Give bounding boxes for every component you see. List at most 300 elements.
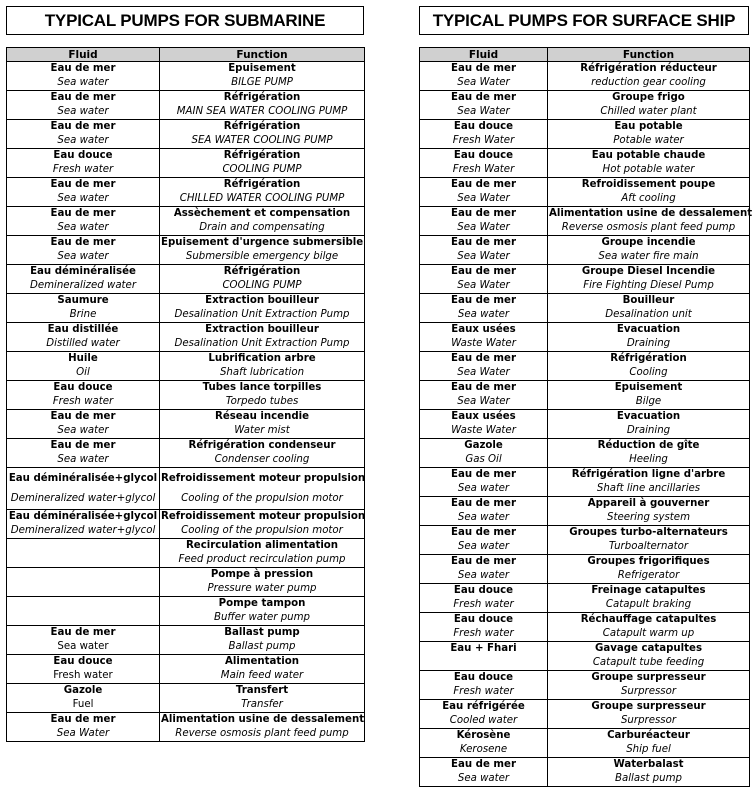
fluid-french-label: Eau déminéralisée+glycol xyxy=(8,473,158,484)
fluid-english-label: Fresh water xyxy=(52,164,114,175)
table-row xyxy=(7,439,365,468)
fluid-french-label: Saumure xyxy=(57,295,109,306)
function-cell xyxy=(548,526,750,555)
fluid-english-label: Fresh water xyxy=(453,628,514,639)
table-row xyxy=(420,91,750,120)
function-french-label: Réfrigération xyxy=(223,121,301,132)
fluid-cell xyxy=(420,439,548,468)
function-french-label: Refroidissement moteur propulsion xyxy=(161,511,366,522)
table-row xyxy=(420,642,750,671)
fluid-french-label: Eau de mer xyxy=(50,440,116,451)
submarine-title: TYPICAL PUMPS FOR SUBMARINE xyxy=(6,6,364,35)
function-french-label: Refroidissement moteur propulsion xyxy=(161,473,366,484)
fluid-cell xyxy=(420,265,548,294)
function-french-label: Réfrigération condenseur xyxy=(188,440,336,451)
fluid-cell xyxy=(7,207,160,236)
function-french-label: Réfrigération xyxy=(610,353,687,364)
fluid-french-label: Eau distillée xyxy=(47,324,119,335)
function-english-label: Drain and compensating xyxy=(199,222,325,233)
function-french-label: Evacuation xyxy=(616,411,681,422)
fluid-cell xyxy=(7,684,160,713)
fluid-english-label: Sea Water xyxy=(457,193,510,204)
table-row xyxy=(420,439,750,468)
function-english-label: Water mist xyxy=(234,425,290,436)
function-french-label: Groupe surpresseur xyxy=(591,672,706,683)
fluid-cell xyxy=(420,149,548,178)
fluid-cell xyxy=(420,120,548,149)
function-french-label: Extraction bouilleur xyxy=(205,324,319,335)
fluid-cell xyxy=(420,207,548,236)
function-french-label: Réfrigération ligne d'arbre xyxy=(571,469,726,480)
fluid-cell xyxy=(420,62,548,91)
table-row xyxy=(7,294,365,323)
table-row xyxy=(7,713,365,742)
fluid-cell xyxy=(7,62,160,91)
fluid-english-label: Sea Water xyxy=(457,280,510,291)
fluid-english-label: Oil xyxy=(76,367,90,378)
function-cell xyxy=(548,584,750,613)
fluid-french-label: Eau de mer xyxy=(50,237,116,248)
function-cell xyxy=(160,178,365,207)
table-row xyxy=(7,539,365,568)
fluid-english-label: Sea water xyxy=(457,541,510,552)
function-english-label: Chilled water plant xyxy=(600,106,697,117)
function-french-label: Réfrigération xyxy=(223,150,301,161)
function-cell xyxy=(160,149,365,178)
fluid-french-label: Eau de mer xyxy=(451,353,516,364)
function-french-label: Pompe tampon xyxy=(218,598,306,609)
fluid-cell xyxy=(7,626,160,655)
function-french-label: Ballast pump xyxy=(224,627,300,638)
table-row xyxy=(420,555,750,584)
fluid-english-label: Waste Water xyxy=(451,425,516,436)
function-english-label: reduction gear cooling xyxy=(591,77,706,88)
fluid-french-label: Eau douce xyxy=(453,585,514,596)
function-cell xyxy=(160,713,365,742)
function-cell xyxy=(160,626,365,655)
function-cell xyxy=(548,178,750,207)
fluid-cell xyxy=(420,497,548,526)
table-row xyxy=(420,584,750,613)
function-cell xyxy=(160,568,365,597)
fluid-cell xyxy=(7,294,160,323)
fluid-cell xyxy=(7,149,160,178)
fluid-column-header: Fluid xyxy=(7,48,160,62)
function-english-label: Reverse osmosis plant feed pump xyxy=(561,222,736,233)
function-cell xyxy=(160,684,365,713)
function-english-label: Draining xyxy=(626,338,671,349)
fluid-cell xyxy=(420,642,548,671)
function-cell xyxy=(160,323,365,352)
table-row xyxy=(7,510,365,539)
function-english-label: Turboalternator xyxy=(608,541,689,552)
fluid-french-label: Eau de mer xyxy=(451,556,516,567)
function-cell xyxy=(548,758,750,787)
function-cell xyxy=(548,700,750,729)
function-cell xyxy=(548,149,750,178)
function-french-label: Tubes lance torpilles xyxy=(202,382,322,393)
fluid-french-label: Eau douce xyxy=(53,656,113,667)
fluid-cell xyxy=(420,236,548,265)
function-cell xyxy=(160,207,365,236)
function-cell xyxy=(548,439,750,468)
table-row xyxy=(7,468,365,510)
function-english-label: Cooling xyxy=(629,367,668,378)
function-cell xyxy=(160,91,365,120)
function-english-label: Hot potable water xyxy=(602,164,695,175)
function-english-label: Fire Fighting Diesel Pump xyxy=(583,280,714,291)
table-header-row xyxy=(420,48,750,62)
function-cell xyxy=(548,120,750,149)
function-cell xyxy=(548,410,750,439)
function-french-label: Réseau incendie xyxy=(214,411,310,422)
function-french-label: Assèchement et compensation xyxy=(173,208,351,219)
table-row xyxy=(420,207,750,236)
fluid-english-label: Fresh Water xyxy=(452,164,515,175)
table-row xyxy=(420,178,750,207)
table-row xyxy=(420,497,750,526)
fluid-english-label: Sea water xyxy=(57,193,109,204)
function-cell xyxy=(160,352,365,381)
fluid-french-label: Eau déminéralisée xyxy=(30,266,136,277)
function-english-label: Submersible emergency bilge xyxy=(185,251,339,262)
function-french-label: Appareil à gouverner xyxy=(587,498,710,509)
fluid-french-label: Eaux usées xyxy=(451,411,516,422)
function-english-label: Surpressor xyxy=(620,715,677,726)
table-row xyxy=(7,597,365,626)
fluid-english-label: Demineralized water xyxy=(29,280,137,291)
function-column-header: Function xyxy=(160,48,365,62)
fluid-french-label: Eau de mer xyxy=(451,179,516,190)
fluid-english-label: Demineralized water+glycol xyxy=(10,525,156,536)
fluid-cell xyxy=(420,584,548,613)
function-french-label: Eau potable xyxy=(614,121,683,132)
fluid-cell xyxy=(7,568,160,597)
fluid-english-label: Sea water xyxy=(57,222,109,233)
fluid-cell xyxy=(420,526,548,555)
function-english-label: SEA WATER COOLING PUMP xyxy=(191,135,333,146)
fluid-french-label: Eau de mer xyxy=(50,208,116,219)
function-french-label: Groupe incendie xyxy=(601,237,696,248)
function-french-label: Epuisement d'urgence submersible xyxy=(161,237,364,248)
fluid-french-label: Kérosène xyxy=(456,730,511,741)
fluid-french-label: Eau de mer xyxy=(50,179,116,190)
table-row xyxy=(420,758,750,787)
fluid-english-label: Kerosene xyxy=(459,744,508,755)
table-row xyxy=(7,655,365,684)
fluid-french-label: Eau de mer xyxy=(451,527,516,538)
table-row xyxy=(7,62,365,91)
function-french-label: Epuisement xyxy=(228,63,296,74)
function-english-label: MAIN SEA WATER COOLING PUMP xyxy=(176,106,348,117)
table-row xyxy=(420,265,750,294)
function-french-label: Recirculation alimentation xyxy=(185,540,339,551)
function-french-label: Groupes turbo-alternateurs xyxy=(569,527,728,538)
function-english-label: Desalination Unit Extraction Pump xyxy=(174,338,350,349)
fluid-french-label: Eau de mer xyxy=(451,237,516,248)
fluid-english-label: Sea water xyxy=(457,309,510,320)
fluid-english-label: Brine xyxy=(69,309,97,320)
fluid-cell xyxy=(420,410,548,439)
function-french-label: Epuisement xyxy=(614,382,683,393)
function-english-label: CHILLED WATER COOLING PUMP xyxy=(179,193,345,204)
fluid-english-label: Sea water xyxy=(57,454,109,465)
fluid-cell xyxy=(7,597,160,626)
function-french-label: Réfrigération xyxy=(223,266,301,277)
table-row xyxy=(420,729,750,758)
fluid-english-label: Sea Water xyxy=(457,367,510,378)
fluid-english-label: Sea water xyxy=(457,512,510,523)
fluid-french-label: Eau de mer xyxy=(451,295,516,306)
fluid-cell xyxy=(420,294,548,323)
fluid-english-label: Sea water xyxy=(57,77,109,88)
function-cell xyxy=(548,236,750,265)
function-french-label: Réchauffage catapultes xyxy=(580,614,717,625)
fluid-cell xyxy=(7,439,160,468)
fluid-french-label: Eau de mer xyxy=(451,92,516,103)
function-cell xyxy=(548,294,750,323)
table-row xyxy=(7,265,365,294)
function-english-label: Main feed water xyxy=(220,670,304,681)
function-cell xyxy=(160,539,365,568)
function-cell xyxy=(548,207,753,236)
fluid-french-label: Eau douce xyxy=(453,150,514,161)
function-french-label: Transfert xyxy=(235,685,289,696)
function-cell xyxy=(548,555,750,584)
table-row xyxy=(420,62,750,91)
function-english-label: Surpressor xyxy=(620,686,677,697)
table-row xyxy=(7,91,365,120)
function-english-label: Draining xyxy=(626,425,671,436)
fluid-cell xyxy=(7,352,160,381)
fluid-cell xyxy=(7,655,160,684)
function-cell xyxy=(160,655,365,684)
table-row xyxy=(420,613,750,642)
function-french-label: Waterbalast xyxy=(613,759,684,770)
function-cell xyxy=(160,62,365,91)
function-cell xyxy=(548,381,750,410)
function-french-label: Alimentation usine de dessalement xyxy=(161,714,365,725)
fluid-cell xyxy=(7,381,160,410)
function-french-label: Pompe à pression xyxy=(210,569,314,580)
fluid-english-label: Waste Water xyxy=(451,338,516,349)
function-french-label: Alimentation xyxy=(224,656,299,667)
fluid-french-label: Eau de mer xyxy=(451,63,516,74)
fluid-french-label: Eau de mer xyxy=(451,208,516,219)
function-cell xyxy=(160,439,365,468)
fluid-french-label: Eau de mer xyxy=(451,266,516,277)
fluid-english-label: Sea water xyxy=(57,135,109,146)
function-column-header: Function xyxy=(548,48,750,62)
table-row xyxy=(7,149,365,178)
table-row xyxy=(7,381,365,410)
fluid-english-label: Sea Water xyxy=(457,396,510,407)
function-english-label: Aft cooling xyxy=(621,193,676,204)
function-cell xyxy=(548,468,750,497)
table-row xyxy=(420,381,750,410)
function-english-label: Catapult braking xyxy=(605,599,692,610)
fluid-french-label: Eau de mer xyxy=(451,759,516,770)
fluid-cell xyxy=(420,758,548,787)
table-row xyxy=(7,207,365,236)
fluid-cell xyxy=(7,468,160,510)
function-english-label: Heeling xyxy=(629,454,668,465)
fluid-column-header: Fluid xyxy=(420,48,548,62)
function-cell xyxy=(160,510,365,539)
fluid-french-label: Eau douce xyxy=(453,672,514,683)
fluid-cell xyxy=(7,410,160,439)
function-cell xyxy=(160,265,365,294)
function-cell xyxy=(160,294,365,323)
function-cell xyxy=(160,410,365,439)
fluid-english-label: Fresh water xyxy=(453,686,514,697)
table-row xyxy=(420,294,750,323)
fluid-french-label: Eau de mer xyxy=(451,382,516,393)
function-english-label: Refrigerator xyxy=(617,570,680,581)
fluid-english-label: Sea Water xyxy=(56,728,110,739)
fluid-french-label: Eau douce xyxy=(453,121,514,132)
function-cell xyxy=(548,613,750,642)
fluid-french-label: Eau douce xyxy=(53,150,113,161)
fluid-english-label: Cooled water xyxy=(449,715,518,726)
fluid-cell xyxy=(7,539,160,568)
fluid-english-label: Distilled water xyxy=(46,338,120,349)
function-cell xyxy=(160,468,365,510)
fluid-french-label: Eau réfrigérée xyxy=(442,701,525,712)
function-english-label: Transfer xyxy=(241,699,283,710)
table-row xyxy=(420,236,750,265)
table-row xyxy=(7,352,365,381)
function-french-label: Réfrigération réducteur xyxy=(580,63,717,74)
fluid-french-label: Eaux usées xyxy=(451,324,516,335)
table-row xyxy=(420,149,750,178)
table-row xyxy=(7,410,365,439)
function-english-label: Potable water xyxy=(613,135,684,146)
fluid-english-label: Fuel xyxy=(72,699,94,710)
fluid-english-label: Sea water xyxy=(457,483,510,494)
fluid-french-label: Gazole xyxy=(464,440,503,451)
table-row xyxy=(420,671,750,700)
function-cell xyxy=(548,642,750,671)
function-cell xyxy=(548,497,750,526)
function-english-label: Desalination Unit Extraction Pump xyxy=(174,309,350,320)
fluid-cell xyxy=(420,729,548,758)
function-cell xyxy=(548,671,750,700)
function-french-label: Eau potable chaude xyxy=(591,150,706,161)
function-french-label: Extraction bouilleur xyxy=(205,295,319,306)
fluid-cell xyxy=(420,671,548,700)
function-english-label: Condenser cooling xyxy=(214,454,310,465)
function-english-label: Shaft lubrication xyxy=(219,367,305,378)
fluid-english-label: Sea Water xyxy=(457,106,510,117)
surface-ship-title: TYPICAL PUMPS FOR SURFACE SHIP xyxy=(419,6,749,35)
function-cell xyxy=(548,729,750,758)
function-cell xyxy=(160,236,365,265)
table-row xyxy=(7,236,365,265)
function-english-label: Torpedo tubes xyxy=(225,396,299,407)
fluid-cell xyxy=(420,555,548,584)
fluid-cell xyxy=(7,713,160,742)
function-cell xyxy=(160,381,365,410)
table-row xyxy=(420,352,750,381)
submarine-pumps-table xyxy=(6,47,365,742)
fluid-english-label: Sea water xyxy=(457,773,510,784)
function-english-label: Catapult warm up xyxy=(602,628,695,639)
function-french-label: Freinage catapultes xyxy=(591,585,706,596)
table-row xyxy=(7,568,365,597)
table-header-row xyxy=(7,48,365,62)
function-english-label: Ballast pump xyxy=(228,641,296,652)
fluid-cell xyxy=(7,120,160,149)
fluid-cell xyxy=(420,468,548,497)
fluid-english-label: Fresh Water xyxy=(452,135,515,146)
fluid-cell xyxy=(7,265,160,294)
function-french-label: Groupe frigo xyxy=(612,92,685,103)
fluid-english-label: Sea water xyxy=(57,425,109,436)
fluid-cell xyxy=(7,178,160,207)
function-english-label: COOLING PUMP xyxy=(222,280,302,291)
fluid-cell xyxy=(420,352,548,381)
function-english-label: Desalination unit xyxy=(605,309,692,320)
fluid-cell xyxy=(7,323,160,352)
function-english-label: Cooling of the propulsion motor xyxy=(181,525,343,536)
function-french-label: Groupe Diesel Incendie xyxy=(581,266,716,277)
fluid-cell xyxy=(420,323,548,352)
table-row xyxy=(420,700,750,729)
function-french-label: Carburéacteur xyxy=(607,730,690,741)
function-french-label: Groupes frigorifiques xyxy=(587,556,710,567)
fluid-english-label: Fresh water xyxy=(52,396,114,407)
fluid-cell xyxy=(7,91,160,120)
table-row xyxy=(420,120,750,149)
fluid-cell xyxy=(420,700,548,729)
table-row xyxy=(7,120,365,149)
fluid-english-label: Sea Water xyxy=(457,77,510,88)
fluid-cell xyxy=(420,613,548,642)
table-row xyxy=(7,684,365,713)
fluid-english-label: Sea water xyxy=(57,106,109,117)
function-english-label: Bilge xyxy=(635,396,662,407)
function-french-label: Lubrification arbre xyxy=(208,353,316,364)
fluid-french-label: Eau de mer xyxy=(50,63,116,74)
function-cell xyxy=(548,91,750,120)
fluid-french-label: Eau de mer xyxy=(451,498,516,509)
fluid-french-label: Eau douce xyxy=(53,382,113,393)
function-english-label: Cooling of the propulsion motor xyxy=(181,493,343,504)
function-english-label: Sea water fire main xyxy=(598,251,699,262)
function-cell xyxy=(548,62,750,91)
table-row xyxy=(420,323,750,352)
fluid-english-label: Sea water xyxy=(57,641,109,652)
function-cell xyxy=(548,323,750,352)
function-english-label: Ship fuel xyxy=(626,744,671,755)
function-french-label: Groupe surpresseur xyxy=(591,701,706,712)
table-row xyxy=(420,526,750,555)
function-english-label: Ballast pump xyxy=(615,773,682,784)
fluid-cell xyxy=(420,91,548,120)
fluid-english-label: Fresh water xyxy=(53,670,113,681)
fluid-cell xyxy=(7,510,160,539)
function-english-label: COOLING PUMP xyxy=(222,164,302,175)
fluid-cell xyxy=(420,178,548,207)
fluid-french-label: Eau de mer xyxy=(50,92,116,103)
fluid-french-label: Gazole xyxy=(63,685,103,696)
fluid-french-label: Eau de mer xyxy=(451,469,516,480)
function-english-label: Feed product recirculation pump xyxy=(178,554,346,565)
fluid-french-label: Eau de mer xyxy=(50,627,116,638)
function-english-label: Catapult tube feeding xyxy=(592,657,705,668)
fluid-french-label: Eau douce xyxy=(453,614,514,625)
